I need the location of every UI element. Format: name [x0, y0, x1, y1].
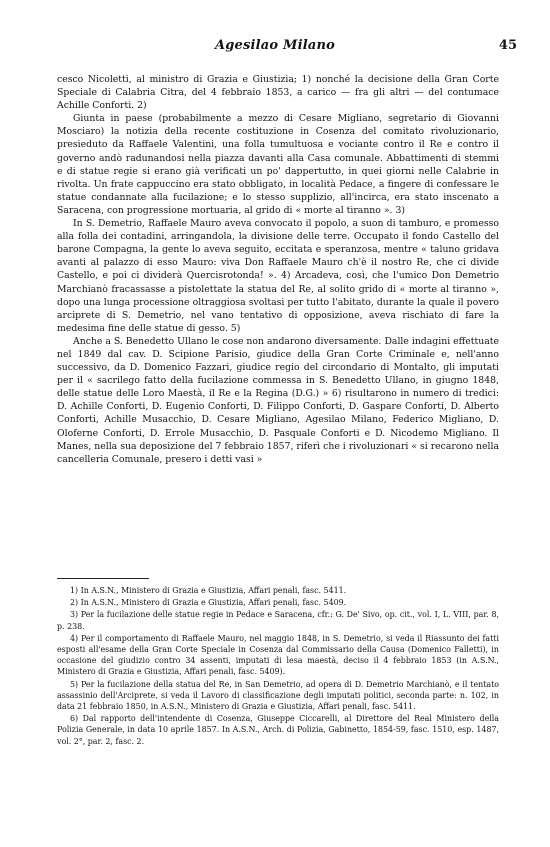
- footnotes: [57, 585, 499, 748]
- running-title: Agesilao Milano: [214, 38, 336, 53]
- paragraph: Giunta in paese (probabilmente a mezzo di Cesare Migliano, segretario di Giovanni Mosciaro) la notizia della recente costituzione in Cosenza del comitato rivoluzionario, presieduto da Raffaele Valentini, una folla tumultuosa e vociante contro il Re e contro il governo andò radunandosi nella piazza davanti alla Casa comunale. Abbattimenti di stemmi e di statue regie si erano già verificati un po' dappertutto, in quei giorni nelle Calabrie in rivolta. Un frate cappuccino era stato obbligato, in località Pedace, a fingere di confessare le statue condannate alla fucilazione; e lo stesso supplizio, all'incirca, era stato inscenato a Saracena, con progressione mortuaria, al grido di « morte al tiranno ». 3): [57, 113, 499, 216]
- footnote: 3) Per la fucilazione delle statue regie in Pedace e Saracena, cfr.: G. De' Sivo, op. cit., vol. I, L. VIII, par. 8, p. 238.: [57, 610, 499, 631]
- footnote: 1) In A.S.N., Ministero di Grazia e Giustizia, Affari penali, fasc. 5411.: [70, 586, 347, 595]
- footnote: 5) Per la fucilazione della statua del Re, in San Demetrio, ad opera di D. Demetrio Marchianò, e il tentato assassinio dell'Arciprete, si veda il Lavoro di classificazione degli imputati politici, seconda parte: n. 102, in data 21 febbraio 1850, in A.S.N., Ministero di Grazia e Giustizia, Affari penali, fasc. 5411.: [57, 679, 499, 712]
- page-header: [0, 38, 550, 58]
- body-text: [57, 73, 499, 466]
- footnote-divider: [57, 578, 149, 579]
- footnote: 6) Dal rapporto dell'intendente di Cosenza, Giuseppe Ciccarelli, al Direttore del Real Ministero della Polizia Generale, in data 10 aprile 1857. In A.S.N., Arch. di Polizia, Gabinetto, 1854-59, fasc. 1510, esp. 1487, vol. 2°, par. 2, fasc. 2.: [57, 714, 499, 746]
- footnote: 2) In A.S.N., Ministero di Grazia e Giustizia, Affari penali, fasc. 5409.: [70, 598, 347, 608]
- paragraph: In S. Demetrio, Raffaele Mauro aveva convocato il popolo, a suon di tamburo, e promesso alla folla dei contadini, arringandola, la divisione delle terre. Occupato il fondo Castello del barone Compagna, la gente lo aveva seguito, eccitata e speranzosa, mentre « taluno gridava avanti al palazzo di esso Mauro: viva Don Raffaele Mauro ch'è il nostro Re, che ci divide Castello, e poi ci dividerà Quercisrotonda! ». 4) Arcadeva, così, che l'umico Don Demetrio Marchianò fracassasse a pistolettate la statua del Re, al solito grido di « morte al tiranno », dopo una lunga processione oltraggiosa svoltasi per tutto l'abitato, durante la quale il povero arciprete di S. Demetrio, nel vano tentativo di opposizione, aveva rischiato di fare la medesima fine delle statue di gesso. 5): [57, 218, 499, 334]
- paragraph: cesco Nicoletti, al ministro di Grazia e Giustizia; 1) nonché la decisione della Gran Corte Speciale di Calabria Citra, del 4 febbraio 1853, a carico — fra gli altri — del contumace Achille Conforti. 2): [57, 74, 499, 112]
- paragraph: Anche a S. Benedetto Ullano le cose non andarono diversamente. Dalle indagini effettuate nel 1849 dal cav. D. Scipione Parisio, giudice della Gran Corte Criminale e, nell'anno successivo, da D. Domenico Fazzari, giudice regio del circondario di Montalto, gli imputati per il « sacrilego fatto della fucilazione commessa in S. Benedetto Ullano, in giugno 1848, delle statue delle Loro Maestà, il Re e la Regina (D.G.) » 6) risultarono in numero di tredici: D. Achille Conforti, D. Eugenio Conforti, D. Filippo Conforti, D. Gaspare Conforti, D. Alberto Conforti, Achille Musacchio, D. Cesare Migliano, Agesilao Milano, Federico Migliano, D. Oloferne Conforti, D. Errole Musacchio, D. Pasquale Conforti e D. Nicodemo Migliano. Il Manes, nella sua deposizione del 7 febbraio 1857, riferì che i rivoluzionari « si recarono nella cancelleria Comunale, presero i detti vasi »: [57, 335, 499, 465]
- footnote: 4) Per il comportamento di Raffaele Mauro, nel maggio 1848, in S. Demetrio, si veda il Riassunto dei fatti esposti all'esame della Gran Corte Speciale in Cosenza dal Commissario della Causa (Domenico Falletti), in occasione del giudizio contro 34 assenti, imputati di lesa maestà, deciso il 4 febbraio 1853 (in A.S.N., Ministero di Grazia e Giustizia, Affari penali, fasc. 5409).: [57, 633, 499, 677]
- page-number: 45: [498, 38, 517, 53]
